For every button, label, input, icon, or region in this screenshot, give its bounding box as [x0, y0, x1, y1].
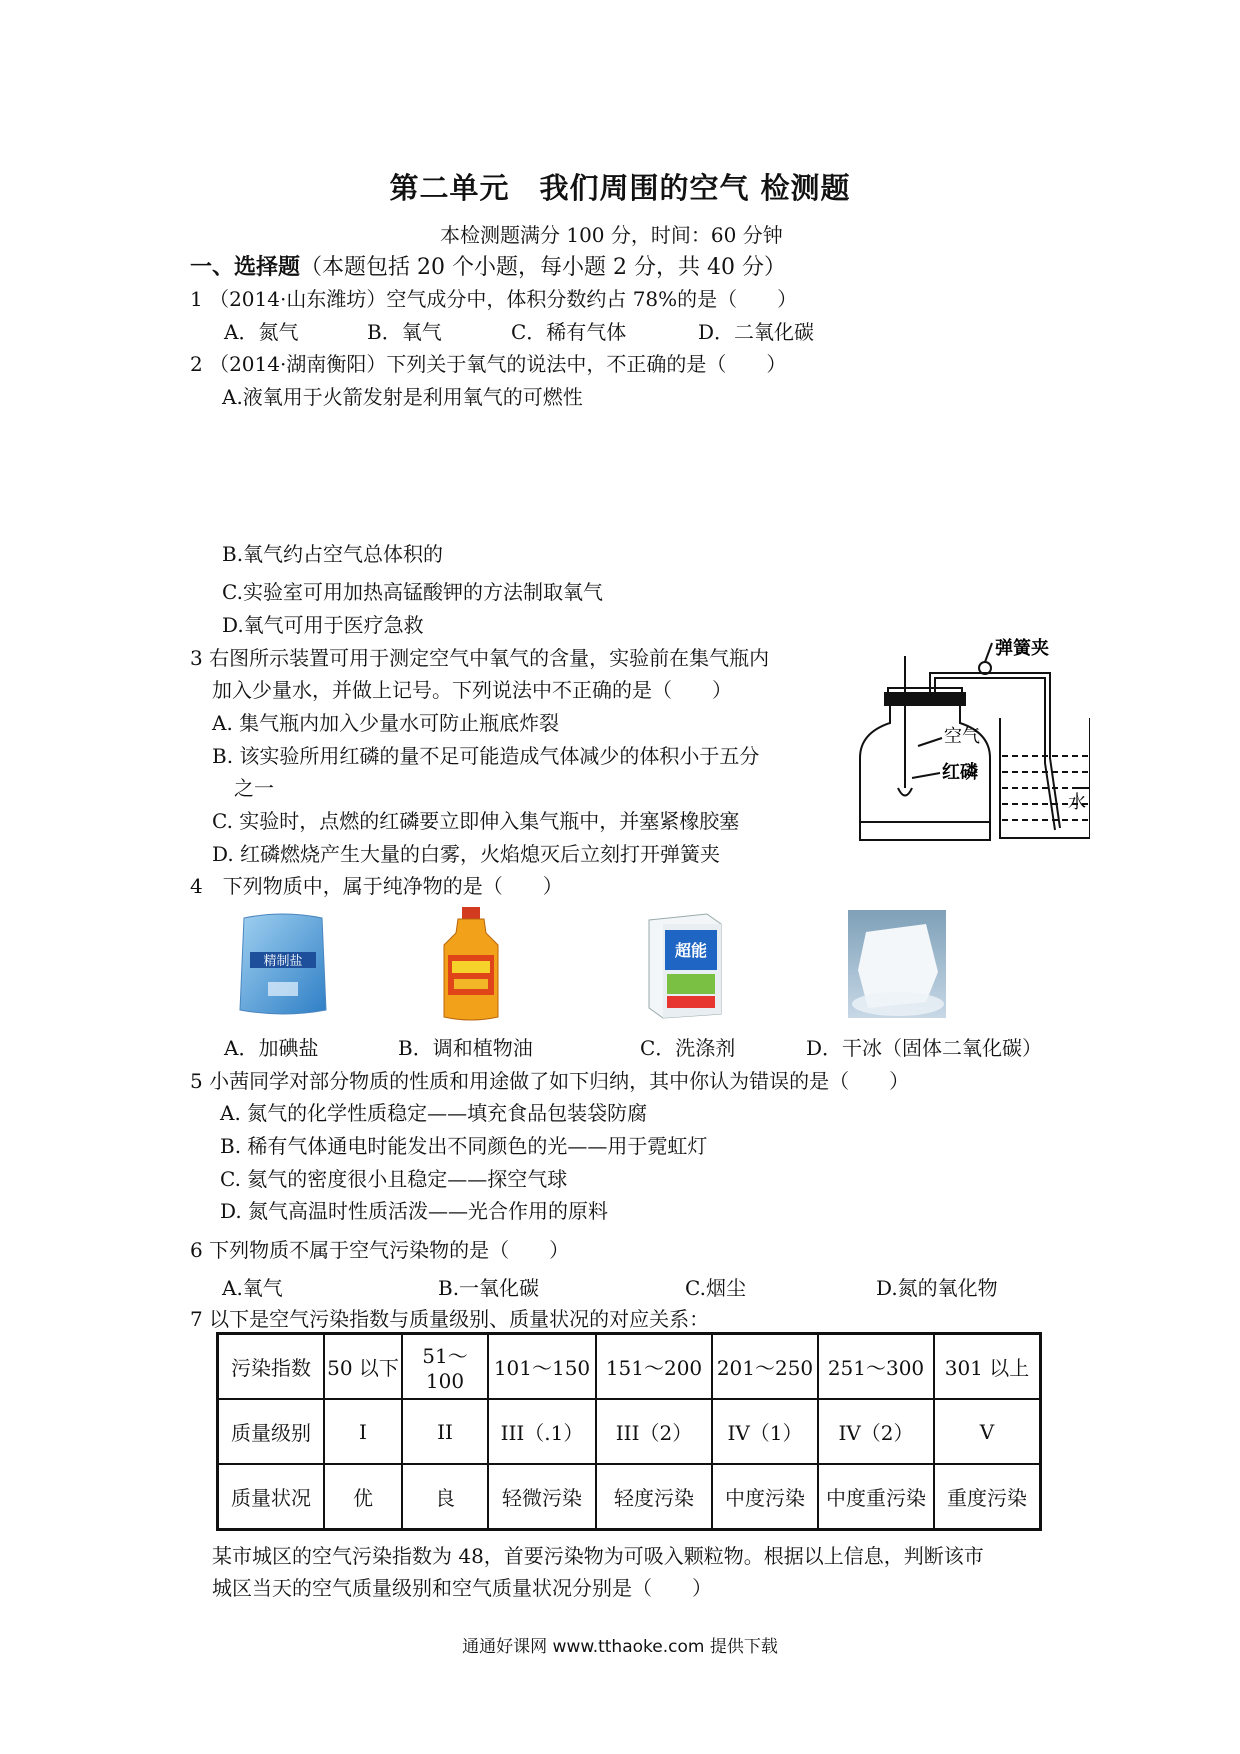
iodized-salt-image — [238, 912, 328, 1016]
table-row — [218, 1334, 1041, 1400]
q6-option-c: C.烟尘 — [685, 1276, 746, 1300]
q6-option-d: D.氮的氧化物 — [876, 1276, 998, 1300]
salt-bag-label: 精制盐 — [263, 954, 303, 969]
table-cell: II — [402, 1399, 488, 1464]
q4-option-a: A．加碘盐 — [224, 1036, 319, 1060]
table-cell: IV（1） — [712, 1399, 818, 1464]
q3-stem-line1: 3 右图所示装置可用于测定空气中氧气的含量，实验前在集气瓶内 — [190, 646, 770, 670]
table-cell: 151～200 — [596, 1334, 712, 1400]
q1-option-a: A．氮气 — [224, 320, 299, 344]
oxygen-apparatus-diagram — [850, 638, 1090, 858]
q5-option-b: B. 稀有气体通电时能发出不同颜色的光——用于霓虹灯 — [220, 1134, 708, 1158]
table-cell: 质量状况 — [218, 1464, 325, 1530]
q2-option-d: D.氧气可用于医疗急救 — [222, 613, 424, 637]
q7-after-line2: 城区当天的空气质量级别和空气质量状况分别是（ ） — [212, 1576, 712, 1600]
table-cell: V — [934, 1399, 1041, 1464]
page-footer: 通通好课网 www.tthaoke.com 提供下载 — [462, 1637, 778, 1657]
q5-stem: 5 小茜同学对部分物质的性质和用途做了如下归纳，其中你认为错误的是（ ） — [190, 1069, 910, 1093]
q4-option-b: B．调和植物油 — [398, 1036, 533, 1060]
q5-option-d: D. 氮气高温时性质活泼——光合作用的原料 — [220, 1199, 609, 1223]
q2-option-b: B.氧气约占空气总体积的 — [222, 542, 444, 566]
table-cell: 50 以下 — [324, 1334, 402, 1400]
q2-stem: 2 （2014·湖南衡阳）下列关于氧气的说法中，不正确的是（ ） — [190, 352, 787, 376]
q1-option-b: B．氧气 — [367, 320, 442, 344]
table-cell: III（2） — [596, 1399, 712, 1464]
q3-option-b-line2: 之一 — [234, 776, 274, 800]
q1-option-d: D．二氧化碳 — [698, 320, 815, 344]
q3-stem-line2: 加入少量水，并做上记号。下列说法中不正确的是（ ） — [212, 678, 732, 702]
table-cell: 201～250 — [712, 1334, 818, 1400]
table-cell: I — [324, 1399, 402, 1464]
table-cell: 轻微污染 — [488, 1464, 596, 1530]
section-heading — [190, 250, 786, 281]
q7-stem: 7 以下是空气污染指数与质量级别、质量状况的对应关系： — [190, 1307, 710, 1331]
pollution-index-table — [216, 1332, 1042, 1531]
diagram-label-air: 空气 — [944, 726, 980, 747]
detergent-label: 超能 — [674, 941, 708, 960]
table-cell: 51～100 — [402, 1334, 488, 1400]
table-cell: 优 — [324, 1464, 402, 1530]
q2-option-c: C.实验室可用加热高锰酸钾的方法制取氧气 — [222, 580, 603, 604]
q3-option-c: C. 实验时，点燃的红磷要立即伸入集气瓶中，并塞紧橡胶塞 — [212, 809, 740, 833]
q6-stem: 6 下列物质不属于空气污染物的是（ ） — [190, 1238, 570, 1262]
vegetable-oil-image — [440, 905, 502, 1023]
q6-option-a: A.氧气 — [222, 1276, 283, 1300]
q7-after-line1: 某市城区的空气污染指数为 48，首要污染物为可吸入颗粒物。根据以上信息，判断该市 — [212, 1544, 984, 1568]
q4-stem: 4 下列物质中，属于纯净物的是（ ） — [190, 874, 563, 898]
q4-option-d: D．干冰（固体二氧化碳） — [806, 1036, 1043, 1060]
table-cell: 良 — [402, 1464, 488, 1530]
table-row — [218, 1399, 1041, 1464]
table-cell: III（.1） — [488, 1399, 596, 1464]
q3-option-d: D. 红磷燃烧产生大量的白雾，火焰熄灭后立刻打开弹簧夹 — [212, 842, 721, 866]
q5-option-a: A. 氮气的化学性质稳定——填充食品包装袋防腐 — [220, 1101, 648, 1125]
exam-subtitle: 本检测题满分 100 分，时间：60 分钟 — [440, 223, 783, 247]
diagram-label-clip: 弹簧夹 — [995, 638, 1049, 659]
q4-option-c: C．洗涤剂 — [640, 1036, 736, 1060]
table-cell: 质量级别 — [218, 1399, 325, 1464]
q5-option-c: C. 氦气的密度很小且稳定——探空气球 — [220, 1167, 568, 1191]
q2-option-a: A.液氧用于火箭发射是利用氧气的可燃性 — [222, 385, 583, 409]
table-cell: 中度污染 — [712, 1464, 818, 1530]
q3-option-a: A. 集气瓶内加入少量水可防止瓶底炸裂 — [212, 711, 560, 735]
q6-option-b: B.一氧化碳 — [438, 1276, 540, 1300]
table-cell: 101～150 — [488, 1334, 596, 1400]
table-cell: 重度污染 — [934, 1464, 1041, 1530]
diagram-label-water: 水 — [1068, 792, 1086, 813]
table-cell: 中度重污染 — [818, 1464, 934, 1530]
q1-option-c: C．稀有气体 — [511, 320, 627, 344]
page-title: 第二单元 我们周围的空气 检测题 — [389, 171, 851, 205]
table-row — [218, 1464, 1041, 1530]
q3-option-b-line1: B. 该实验所用红磷的量不足可能造成气体减少的体积小于五分 — [212, 744, 760, 768]
diagram-label-phosphorus: 红磷 — [942, 762, 978, 783]
table-cell: 251～300 — [818, 1334, 934, 1400]
table-cell: 301 以上 — [934, 1334, 1041, 1400]
table-cell: 污染指数 — [218, 1334, 325, 1400]
detergent-image — [645, 910, 725, 1020]
section-head: 一、选择题 — [190, 254, 301, 280]
q1-stem: 1 （2014·山东潍坊）空气成分中，体积分数约占 78%的是（ ） — [190, 287, 798, 311]
table-cell: 轻度污染 — [596, 1464, 712, 1530]
table-cell: IV（2） — [818, 1399, 934, 1464]
section-note: （本题包括 20 个小题，每小题 2 分，共 40 分） — [300, 255, 786, 280]
dry-ice-image — [848, 910, 946, 1018]
